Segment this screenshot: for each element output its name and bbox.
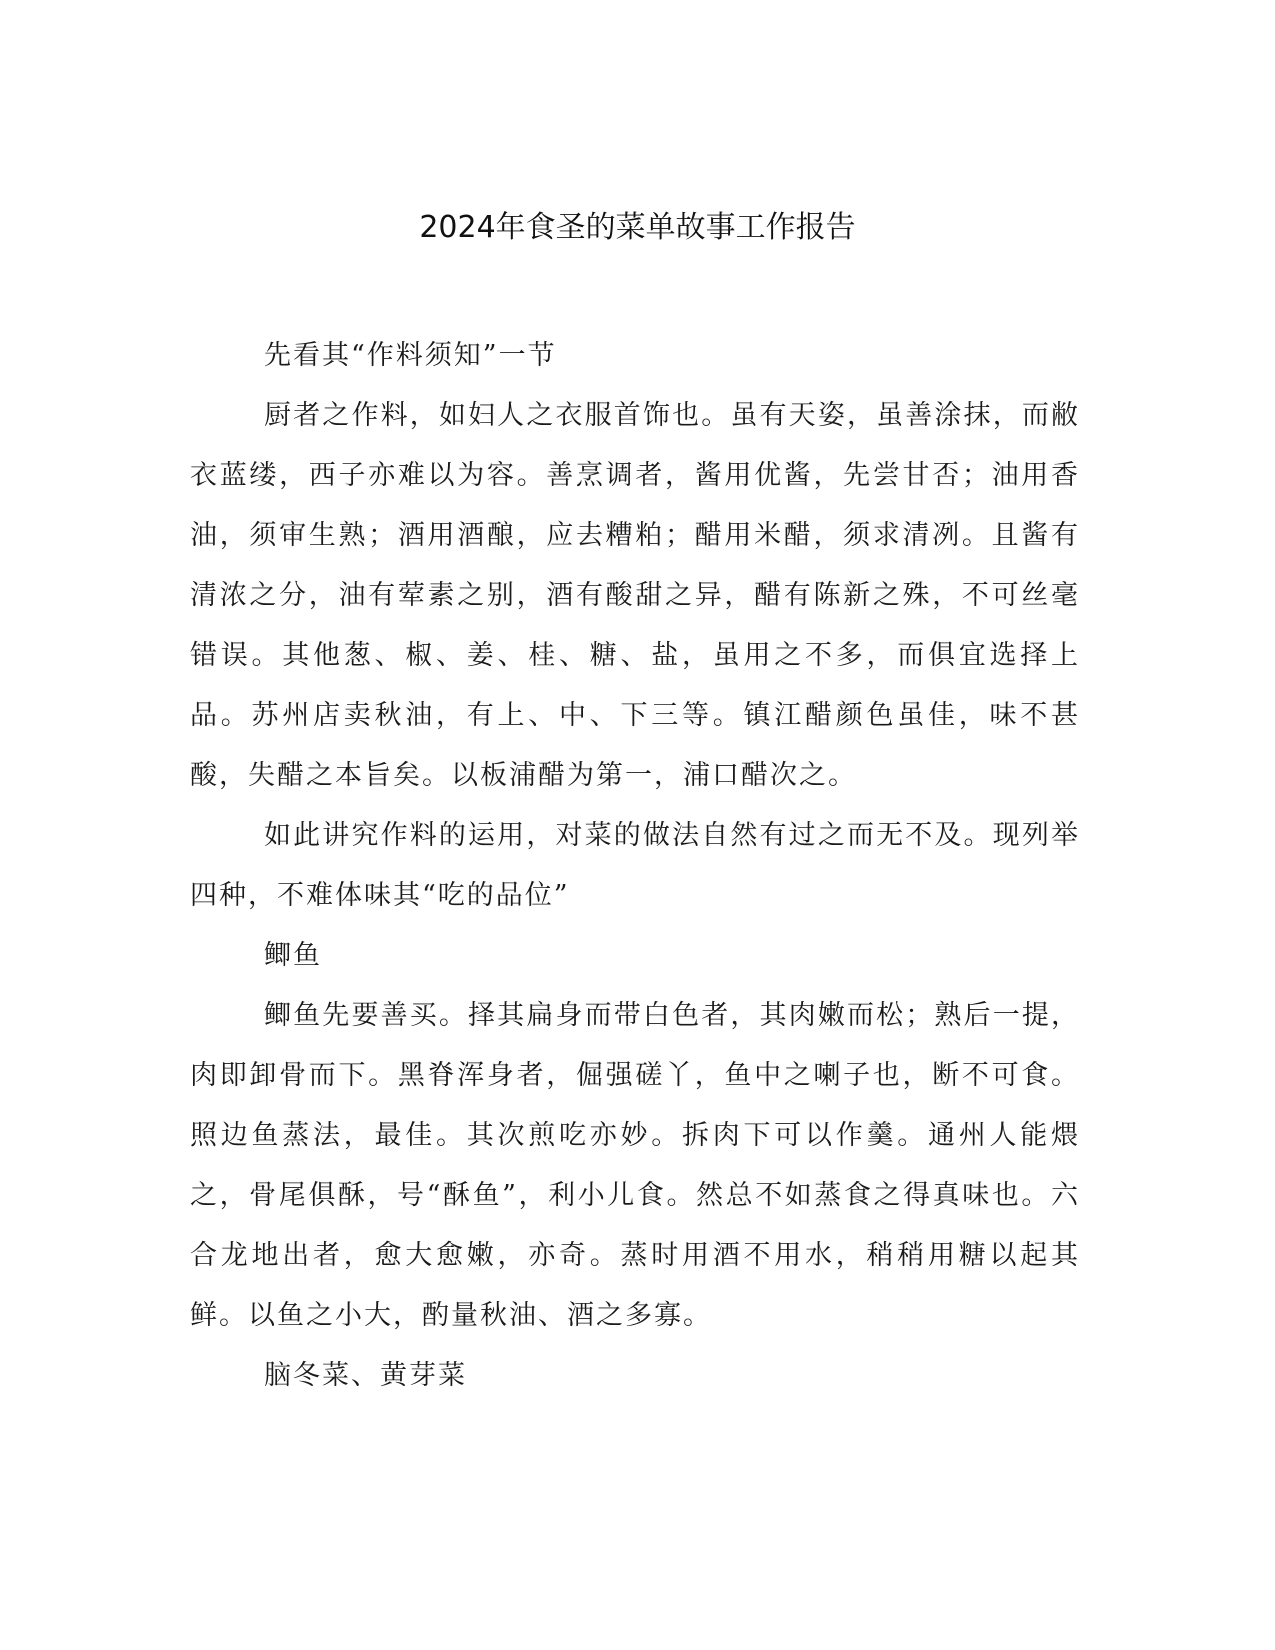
paragraph-transition: 如此讲究作料的运用，对菜的做法自然有过之而无不及。现列举四种，不难体味其“吃的品位”	[190, 820, 1080, 911]
document-body	[190, 326, 1080, 1406]
paragraph-seasoning: 厨者之作料，如妇人之衣服首饰也。虽有天姿，虽善涂抹，而敝衣蓝缕，西子亦难以为容。善烹调者，酱用优酱，先尝甘否；油用香油，须审生熟；酒用酒酿，应去糟粕；醋用米醋，须求清冽。且酱有清浓之分，油有荤素之别，酒有酸甜之异，醋有陈新之殊，不可丝毫错误。其他葱、椒、姜、桂、糖、盐，虽用之不多，而俱宜选择上品。苏州店卖秋油，有上、中、下三等。镇江醋颜色虽佳，味不甚酸，失醋之本旨矣。以板浦醋为第一，浦口醋次之。	[190, 400, 1080, 791]
paragraph-crucian-carp: 鲫鱼先要善买。择其扁身而带白色者，其肉嫩而松；熟后一提，肉即卸骨而下。黑脊浑身者，倔强磋丫，鱼中之喇子也，断不可食。照边鱼蒸法，最佳。其次煎吃亦妙。拆肉下可以作羹。通州人能煨之，骨尾俱酥，号“酥鱼”，利小儿食。然总不如蒸食之得真味也。六合龙地出者，愈大愈嫩，亦奇。蒸时用酒不用水，稍稍用糖以起其鲜。以鱼之小大，酌量秋油、酒之多寡。	[190, 1000, 1080, 1331]
section-heading-crucian-carp: 鲫鱼	[264, 940, 322, 971]
paragraph-intro: 先看其“作料须知”一节	[264, 340, 557, 371]
section-heading-vegetables: 脑冬菜、黄芽菜	[264, 1360, 467, 1391]
document-title: 2024年食圣的菜单故事工作报告	[419, 210, 856, 245]
